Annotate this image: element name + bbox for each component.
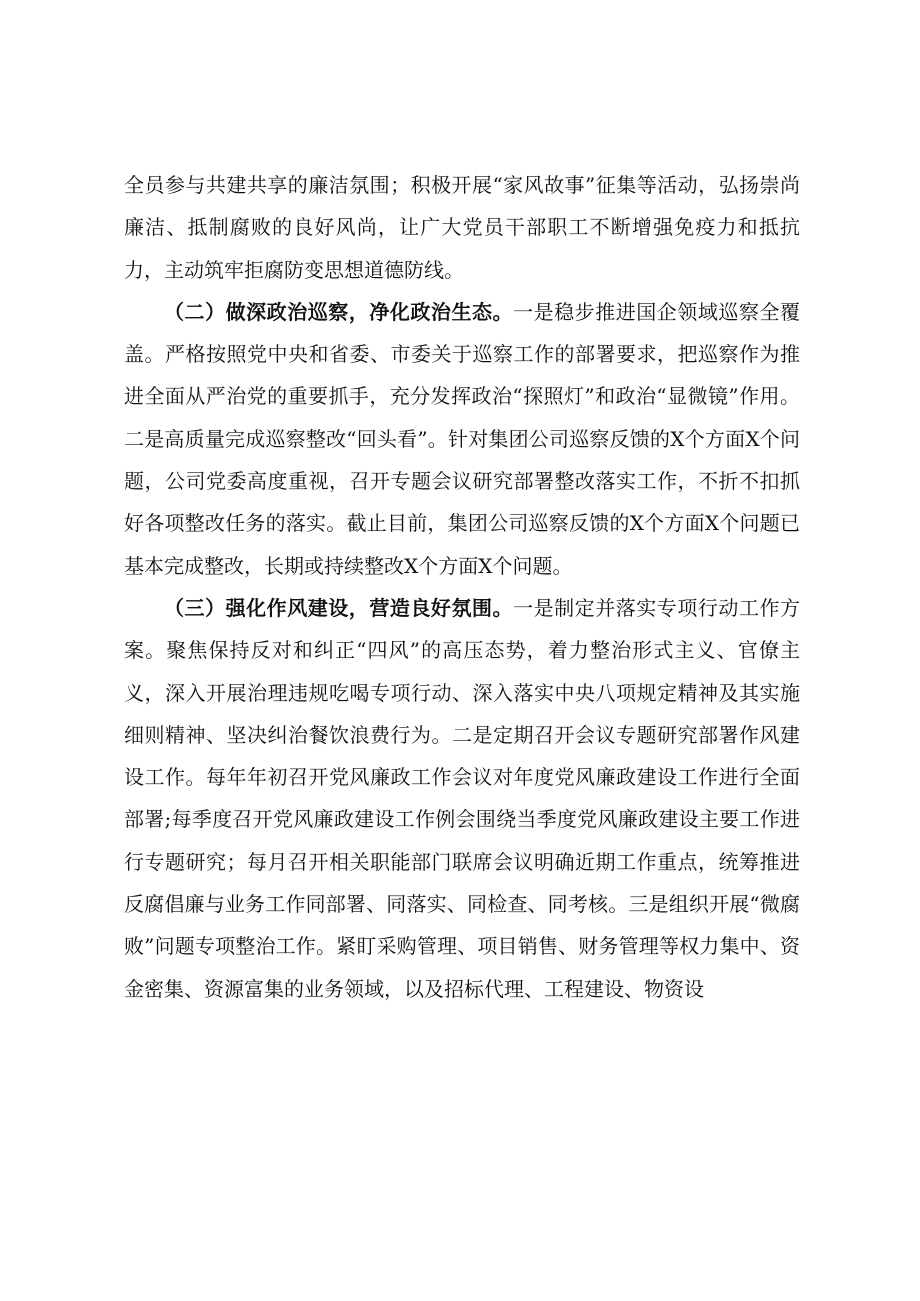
paragraph-text: 全员参与共建共享的廉洁氛围；积极开展“家风故事”征集等活动，弘扬崇尚廉洁、抵制腐败的良好风尚，让广大党员干部职工不断增强免疫力和抵抗力，主动筑牢拒腐防变思想道德防线。: [124, 173, 800, 282]
paragraph-continuation: [124, 164, 800, 291]
paragraph-text: 一是制定并落实专项行动工作方案。聚焦保持反对和纠正“四风”的高压态势，着力整治形式主义、官僚主义，深入开展治理违规吃喝专项行动、深入落实中央八项规定精神及其实施细则精神、坚决纠治餐饮浪费行为。二是定期召开会议专题研究部署作风建设工作。每年年初召开党风廉政工作会议对年度党风廉政建设工作进行全面部署;每季度召开党风廉政建设工作例会围绕当季度党风廉政建设主要工作进行专题研究；每月召开相关职能部门联席会议明确近期工作重点，统筹推进反腐倡廉与业务工作同部署、同落实、同检查、同考核。三是组织开展“微腐败”问题专项整治工作。紧盯采购管理、项目销售、财务管理等权力集中、资金密集、资源富集的业务领域，以及招标代理、工程建设、物资设: [124, 595, 801, 1001]
paragraph-work-style: [124, 587, 800, 1010]
paragraph-text: 一是稳步推进国企领域巡察全覆盖。严格按照党中央和省委、市委关于巡察工作的部署要求，把巡察作为推进全面从严治党的重要抓手，充分发挥政治“探照灯”和政治“显微镜”作用。二是高质量完成巡察整改“回头看”。针对集团公司巡察反馈的X个方面X个问题，公司党委高度重视，召开专题会议研究部署整改落实工作，不折不扣抓好各项整改任务的落实。截止目前，集团公司巡察反馈的X个方面X个问题已基本完成整改，长期或持续整改X个方面X个问题。: [124, 299, 801, 578]
section-heading-political-inspection: （二）做深政治巡察，净化政治生态。: [164, 299, 514, 324]
document-body: [124, 164, 800, 1010]
section-heading-work-style: （三）强化作风建设，营造良好氛围。: [164, 595, 514, 620]
paragraph-political-inspection: [124, 291, 800, 587]
